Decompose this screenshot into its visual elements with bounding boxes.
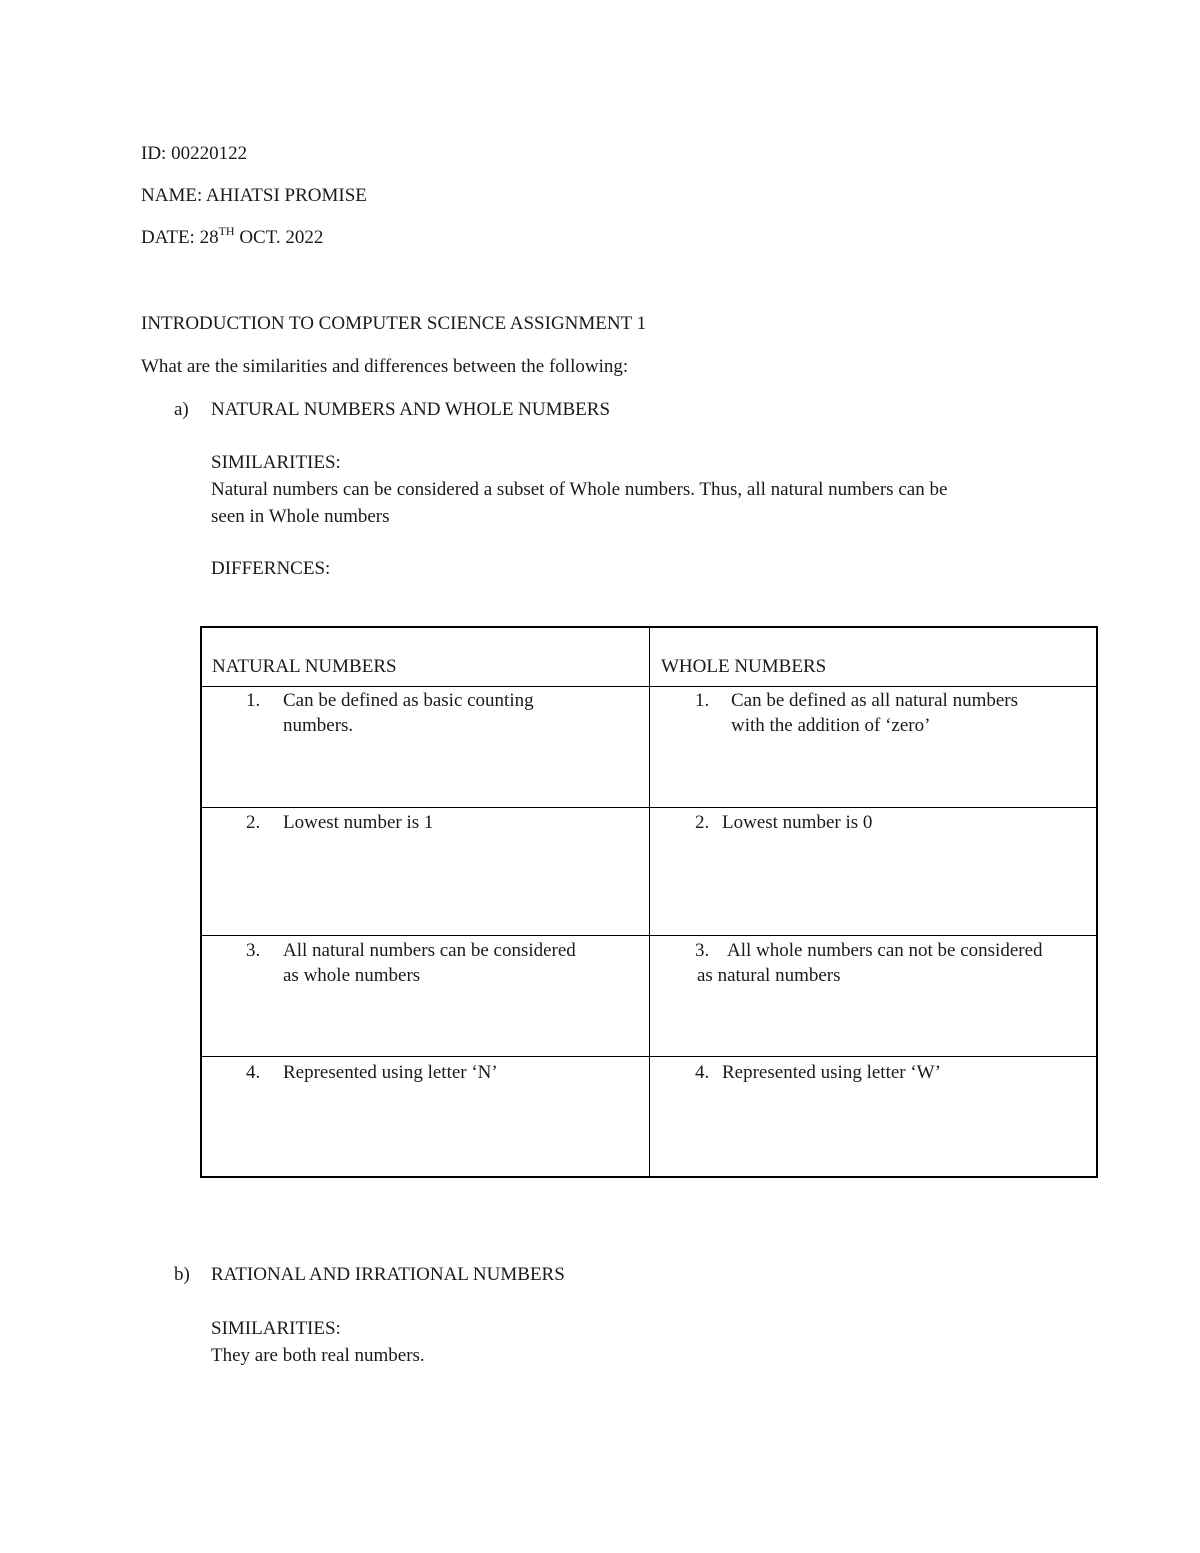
section-a-marker: a) <box>174 399 189 420</box>
table-row-number: 2. <box>695 812 710 833</box>
section-b-marker: b) <box>174 1264 190 1285</box>
section-a-differences-label: DIFFERNCES: <box>211 558 331 579</box>
date-superscript: TH <box>218 224 235 238</box>
table-cell-text: with the addition of ‘zero’ <box>731 715 931 736</box>
table-cell-text: Can be defined as all natural numbers <box>731 690 1019 711</box>
date-line <box>141 224 324 249</box>
id-line: ID: 00220122 <box>141 143 248 164</box>
table-cell-text: All natural numbers can be considered <box>283 940 576 961</box>
table-row-divider <box>202 686 1096 687</box>
question-text: What are the similarities and differences between the following: <box>141 356 629 377</box>
table-cell-text: numbers. <box>283 715 354 736</box>
table-row-number: 4. <box>695 1062 710 1083</box>
section-a-similarities-line2: seen in Whole numbers <box>211 506 390 527</box>
table-row-number: 2. <box>246 812 261 833</box>
table-row-divider <box>202 1056 1096 1057</box>
table-row-number: 3. <box>246 940 261 961</box>
table-cell-text: Can be defined as basic counting <box>283 690 534 711</box>
differences-table <box>200 626 1098 1178</box>
table-row-number: 4. <box>246 1062 261 1083</box>
table-row-divider <box>202 807 1096 808</box>
table-cell-text: All whole numbers can not be considered <box>727 940 1043 961</box>
table-row-divider <box>202 935 1096 936</box>
date-suffix: OCT. 2022 <box>234 227 324 248</box>
section-b-similarities-label: SIMILARITIES: <box>211 1318 341 1339</box>
table-cell-text: Lowest number is 0 <box>722 812 873 833</box>
table-cell-text: as natural numbers <box>697 965 841 986</box>
date-prefix: DATE: 28 <box>141 227 219 248</box>
table-cell-text: as whole numbers <box>283 965 421 986</box>
section-a-similarities-label: SIMILARITIES: <box>211 452 341 473</box>
table-header-whole: WHOLE NUMBERS <box>661 656 827 677</box>
table-row-number: 1. <box>246 690 261 711</box>
assignment-title: INTRODUCTION TO COMPUTER SCIENCE ASSIGNMENT 1 <box>141 313 647 334</box>
table-header-natural: NATURAL NUMBERS <box>212 656 397 677</box>
section-a-similarities-line1: Natural numbers can be considered a subset of Whole numbers. Thus, all natural numbers can be <box>211 479 948 500</box>
table-cell-text: Represented using letter ‘W’ <box>722 1062 941 1083</box>
section-a-heading: NATURAL NUMBERS AND WHOLE NUMBERS <box>211 399 611 420</box>
table-row-number: 1. <box>695 690 710 711</box>
table-cell-text: Represented using letter ‘N’ <box>283 1062 498 1083</box>
table-cell-text: Lowest number is 1 <box>283 812 434 833</box>
name-line: NAME: AHIATSI PROMISE <box>141 185 367 206</box>
section-b-heading: RATIONAL AND IRRATIONAL NUMBERS <box>211 1264 565 1285</box>
section-b-similarities-text: They are both real numbers. <box>211 1345 425 1366</box>
table-row-number: 3. <box>695 940 710 961</box>
table-column-divider <box>649 628 650 1176</box>
